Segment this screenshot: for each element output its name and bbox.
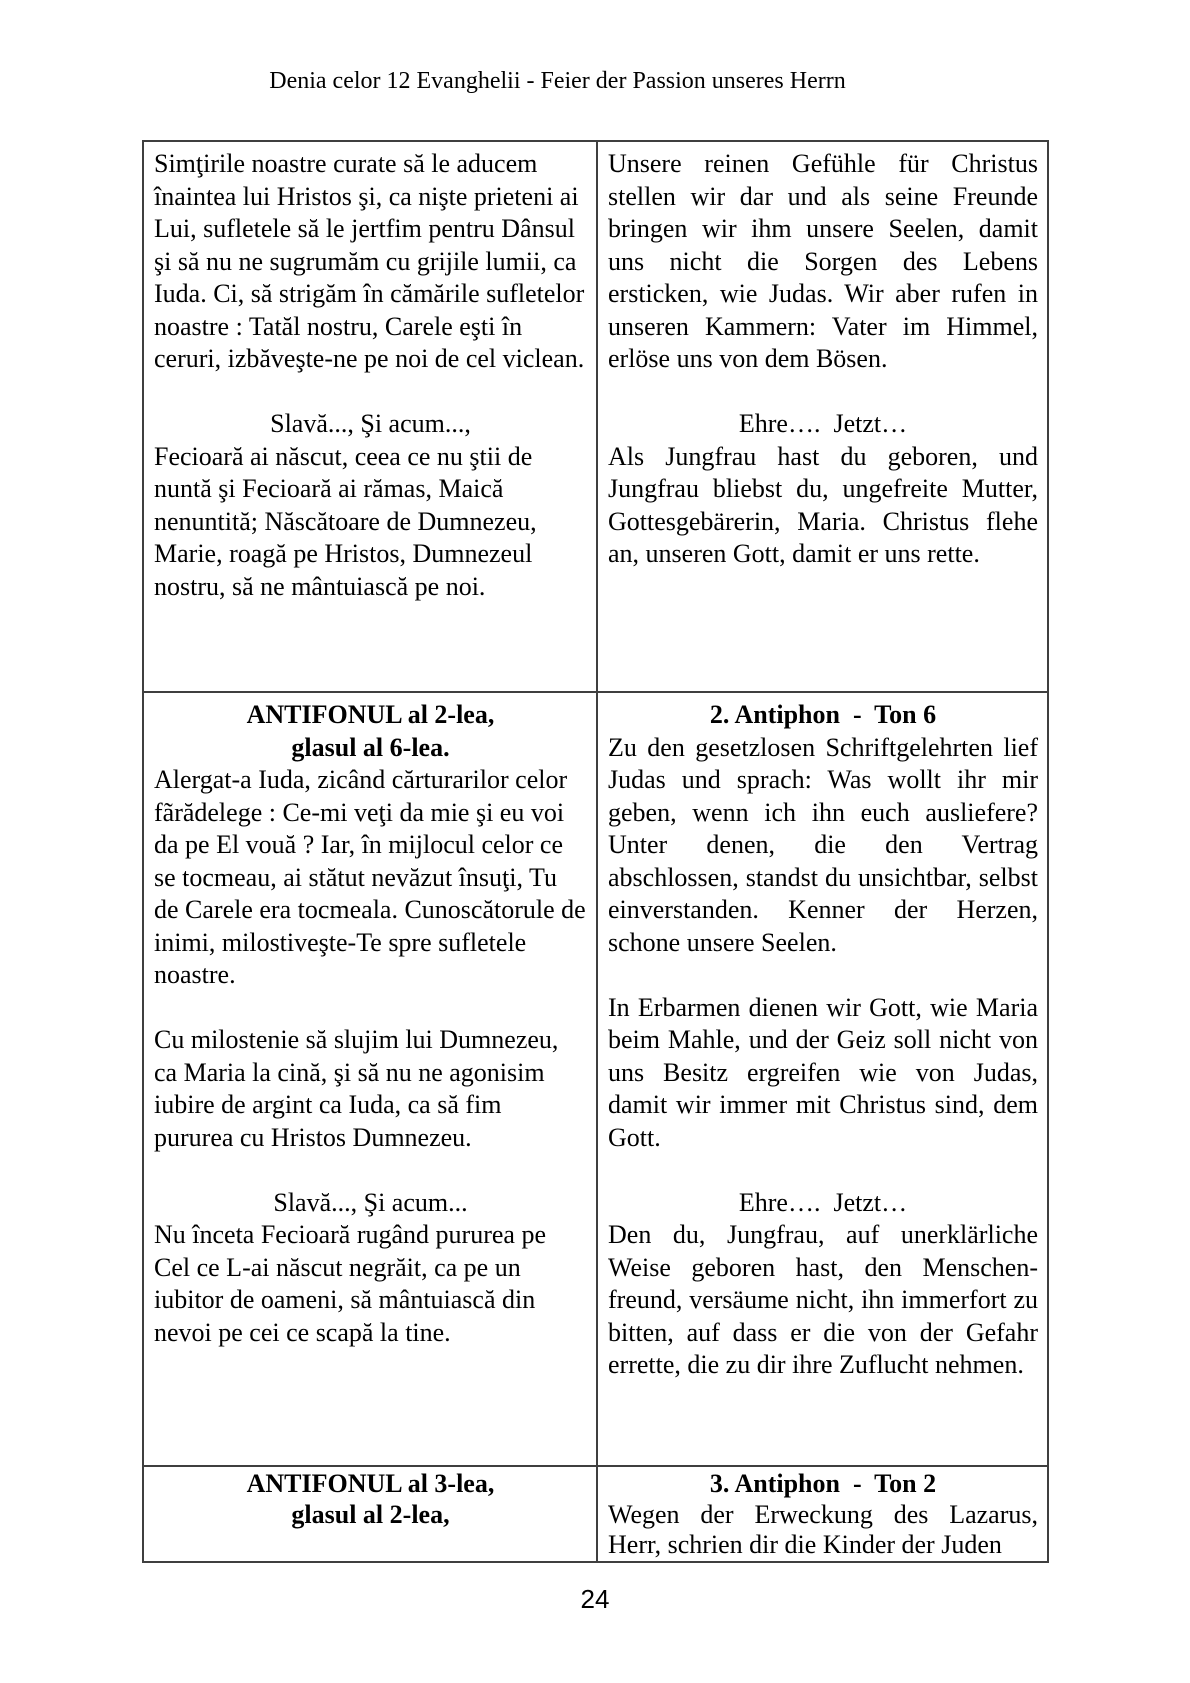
antiphon-heading [608, 1469, 1038, 1500]
liturgical-table [142, 140, 1049, 1563]
table-row [143, 1466, 1048, 1562]
romanian-column-cell [143, 141, 597, 692]
liturgical-paragraph: Nu înceta Fecioară rugând pururea pe Cel ce L-ai născut negrăit, ca pe un iubitor de oameni, să mântuiască din nevoi pe cei ce scapă la tine. [154, 1220, 546, 1347]
antiphon-heading [608, 699, 1038, 732]
liturgical-paragraph: Fecioară ai născut, ceea ce nu ştii de nuntă şi Fecioară ai rămas, Maică nenuntită; Născătoare de Dumnezeu, Marie, roagă pe Hristos, Dumnezeul nostru, să ne mântuiască pe noi. [154, 441, 537, 601]
refrain-line: Ehre…. Jetzt… [738, 409, 908, 438]
romanian-column-cell [143, 1466, 597, 1562]
heading-line: ANTIFONUL al 3-lea, [246, 1469, 495, 1498]
liturgical-paragraph: Simţirile noastre curate să le aducem înaintea lui Hristos şi, ca nişte prieteni ai Lui, sufletele să le jertfim pentru Dânsul şi să nu ne sugrumăm cu grijile lumii, ca Iuda. Ci, să strigăm în cămările sufletelor noastre : Tatăl nostru, Carele eşti în ceruri, izbăveşte-ne pe noi de cel viclean. [154, 149, 585, 373]
liturgical-paragraph: Als Jungfrau hast du geboren, und Jungfrau bliebst du, ungefreite Mutter, Gottesgebärerin, Maria. Christus flehe an, unseren Gott, damit er uns rette. [608, 441, 1038, 568]
liturgical-paragraph: Den du, Jungfrau, auf unerklärliche Weise geboren hast, den Menschen-freund, versäume nicht, ihn immerfort zu bitten, auf dass er die von der Gefahr errette, die zu dir ihre Zuflucht nehmen. [608, 1220, 1038, 1379]
table-row [143, 141, 1048, 692]
page-header-title: Denia celor 12 Evanghelii - Feier der Passion unseres Herrn [269, 68, 846, 94]
antiphon-heading [154, 1469, 587, 1530]
table-row [143, 692, 1048, 1466]
liturgical-paragraph: Unsere reinen Gefühle für Christus stellen wir dar und als seine Freunde bringen wir ihm unsere Seelen, damit uns nicht die Sorgen des Lebens ersticken, wie Judas. Wir aber rufen in unseren Kammern: Vater im Himmel, erlöse uns von dem Bösen. [608, 149, 1038, 373]
german-column-cell [597, 141, 1048, 692]
liturgical-paragraph: Alergat-a Iuda, zicând cărturarilor celor fãrădelege : Ce-mi veţi da mie şi eu voi da pe El vouă ? Iar, în mijlocul celor ce se tocmeau, ai stătut nevăzut însuţi, Tu de Carele era tocmeala. Cunoscătorule de inimi, milostiveşte-Te spre sufletele noastre. [154, 765, 586, 989]
german-column-cell [597, 692, 1048, 1466]
liturgical-paragraph: Wegen der Erweckung des Lazarus, Herr, schrien dir die Kinder der Juden [608, 1499, 1038, 1559]
liturgical-paragraph: In Erbarmen dienen wir Gott, wie Maria beim Mahle, und der Geiz soll nicht von uns Besitz ergreifen wie von Judas, damit wir immer mit Christus sind, dem Gott. [608, 992, 1038, 1152]
refrain-line: Ehre…. Jetzt… [738, 1187, 908, 1217]
antiphon-heading [154, 699, 587, 764]
german-column-cell [597, 1466, 1048, 1562]
page-number: 24 [580, 1584, 610, 1614]
liturgical-paragraph: Zu den gesetzlosen Schriftgelehrten lief Judas und sprach: Was wollt ihr mir geben, wenn ich ihn euch ausliefere? Unter denen, die den Vertrag abschlossen, standst du unsichtbar, selbst einverstanden. Kenner der Herzen, schone unsere Seelen. [608, 732, 1038, 957]
heading-line: ANTIFONUL al 2-lea, [246, 700, 495, 729]
heading-line: glasul al 6-lea. [291, 732, 450, 762]
heading-line: 2. Antiphon - Ton 6 [709, 700, 937, 729]
romanian-column-cell [143, 692, 597, 1466]
refrain-line: Slavă..., Şi acum... [273, 1187, 468, 1217]
liturgical-paragraph: Cu milostenie să slujim lui Dumnezeu, ca Maria la cină, şi să nu ne agonisim iubire de argint ca Iuda, ca să fim pururea cu Hristos Dumnezeu. [154, 1025, 559, 1152]
heading-line: glasul al 2-lea, [291, 1499, 450, 1529]
heading-line: 3. Antiphon - Ton 2 [709, 1469, 937, 1498]
refrain-line: Slavă..., Şi acum..., [270, 409, 471, 438]
